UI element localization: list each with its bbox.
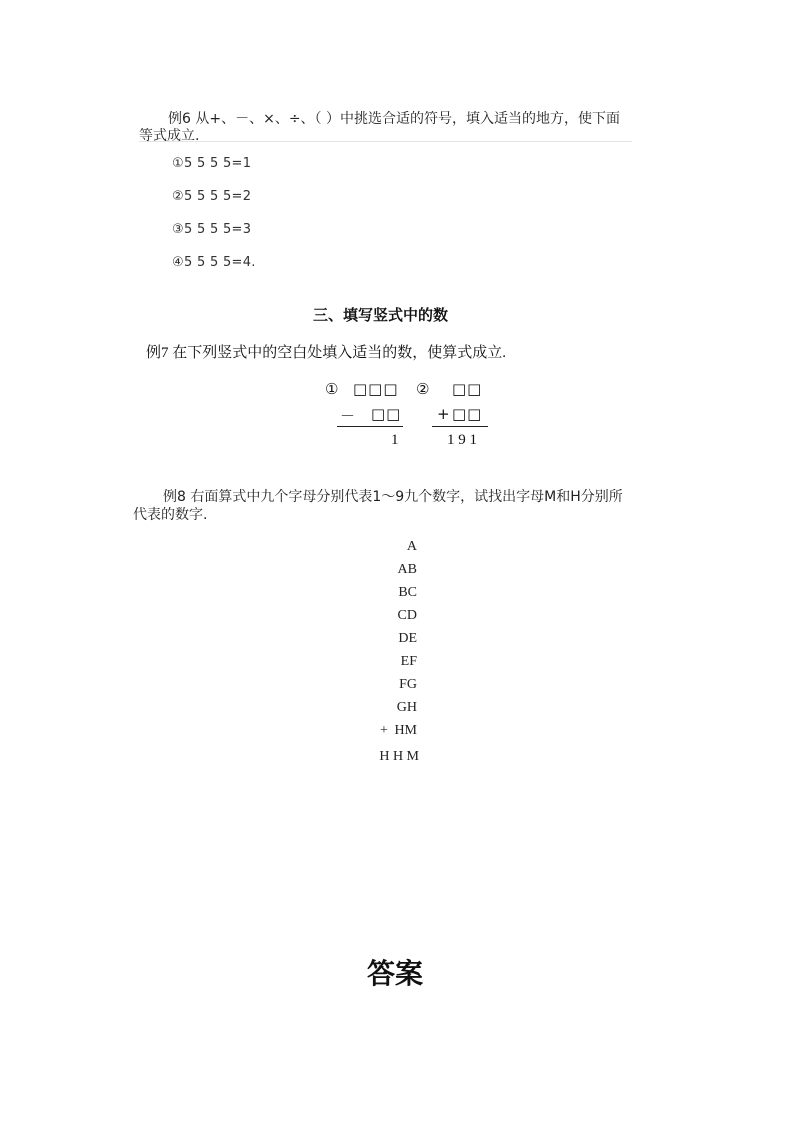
addend-2: AB	[397, 562, 417, 577]
example8-line2: 代表的数字.	[133, 507, 208, 523]
addend-6: EF	[400, 654, 417, 669]
answer-title: 答案	[367, 957, 424, 990]
equation-3: ③5 5 5 5=3	[172, 222, 252, 237]
addend-5: DE	[398, 631, 417, 646]
divider	[139, 141, 632, 142]
example7-text: 例7 在下列竖式中的空白处填入适当的数，使算式成立.	[146, 345, 507, 361]
addend-1: A	[406, 539, 417, 554]
problem2-rule	[432, 426, 488, 427]
addend-8: GH	[396, 700, 417, 715]
problem2-marker: ②	[416, 380, 431, 398]
problem2-top: □□	[452, 380, 483, 398]
problem1-result: 1	[391, 432, 399, 448]
example6-line2: 等式成立.	[139, 128, 200, 144]
addend-operator: +	[380, 723, 388, 738]
example6-line1: 例6 从+、－、×、÷、（ ）中挑选合适的符号，填入适当的地方，使下面	[168, 111, 620, 127]
addend-3: BC	[398, 585, 417, 600]
equation-4: ④5 5 5 5=4.	[172, 255, 256, 270]
addend-9: HM	[394, 723, 417, 738]
equation-2: ②5 5 5 5=2	[172, 189, 252, 204]
problem2-operator: +	[437, 405, 451, 423]
problem1-marker: ①	[325, 380, 340, 398]
problem1-second: □□	[371, 405, 402, 423]
problem2-result: 1 9 1	[447, 432, 477, 448]
sum-result: H H M	[379, 749, 419, 764]
example8-line1: 例8 右面算式中九个字母分别代表1～9九个数字，试找出字母M和H分别所	[163, 489, 623, 505]
problem1-operator: －	[340, 407, 357, 425]
addend-7: FG	[399, 677, 417, 692]
problem1-top: □□□	[353, 380, 399, 398]
equation-1: ①5 5 5 5=1	[172, 156, 252, 171]
addend-4: CD	[397, 608, 417, 623]
problem1-rule	[337, 426, 403, 427]
problem2-second: □□	[452, 405, 483, 423]
section-heading: 三、填写竖式中的数	[313, 306, 449, 324]
